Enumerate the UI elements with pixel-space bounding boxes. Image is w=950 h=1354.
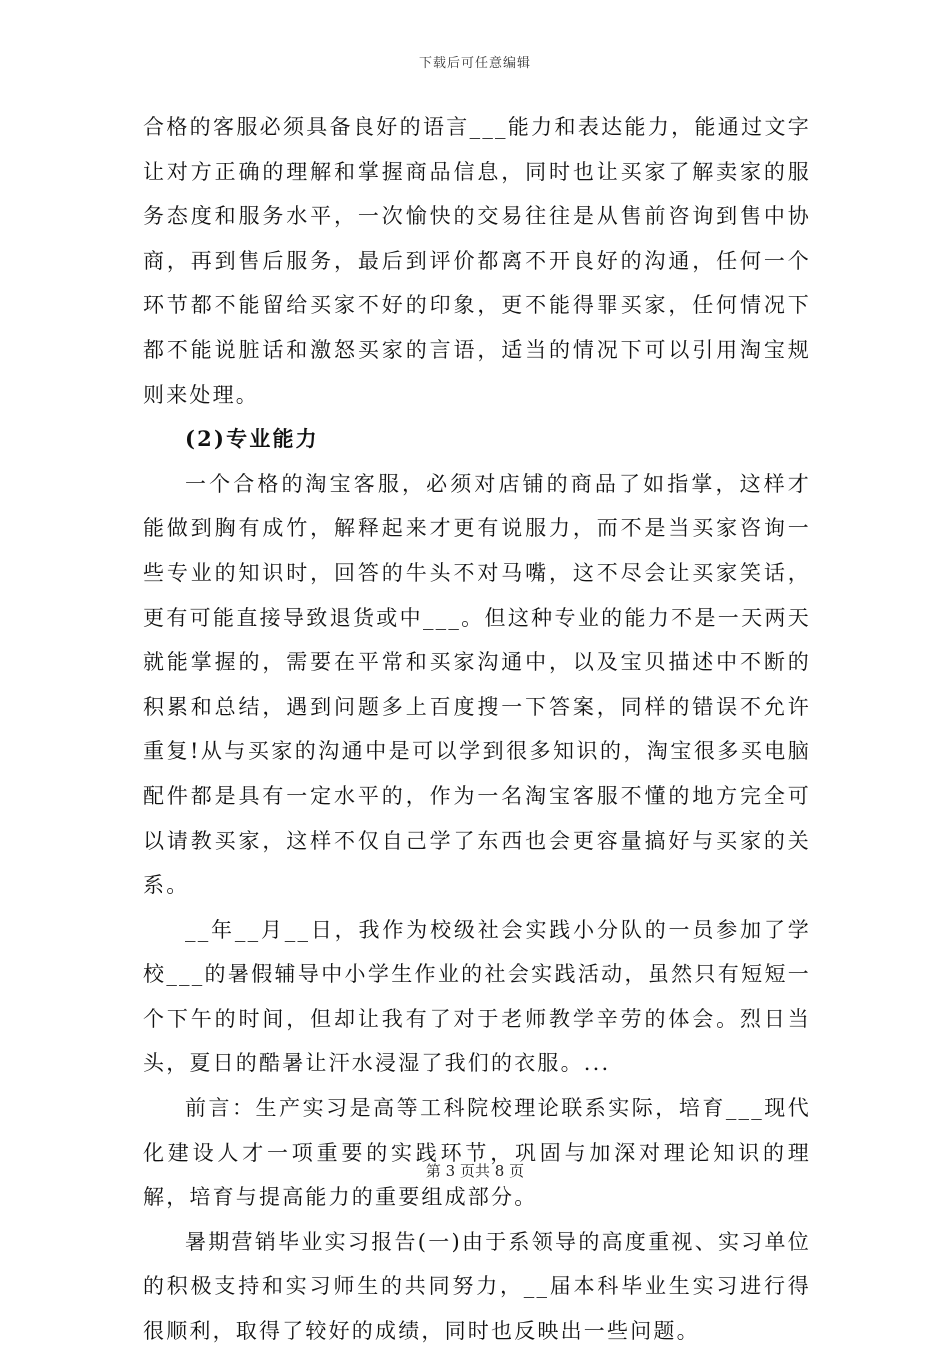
paragraph-2: 一个合格的淘宝客服，必须对店铺的商品了如指掌，这样才能做到胸有成竹，解释起来才更有说服力，而不是当买家咨询一些专业的知识时，回答的牛头不对马嘴，这不尽会让买家笑话，更有可能直接导致退货或中___。但这种专业的能力不是一天两天就能掌握的，需要在平常和买家沟通中，以及宝贝描述中不断的积累和总结，遇到问题多上百度搜一下答案，同样的错误不允许重复!从与买家的沟通中是可以学到很多知识的，淘宝很多买电脑配件都是具有一定水平的，作为一名淘宝客服不懂的地方完全可以请教买家，这样不仅自己学了东西也会更容量搞好与买家的关系。 xyxy=(143,471,811,898)
paragraph-1: 合格的客服必须具备良好的语言___能力和表达能力，能通过文字让对方正确的理解和掌握商品信息，同时也让买家了解卖家的服务态度和服务水平，一次愉快的交易往往是从售前咨询到售中协商，再到售后服务，最后到评价都离不开良好的沟通，任何一个环节都不能留给买家不好的印象，更不能得罪买家，任何情况下都不能说脏话和激怒买家的言语，适当的情况下可以引用淘宝规则来处理。 xyxy=(143,115,811,407)
page-footer: 第 3 页共 8 页 xyxy=(425,1162,525,1180)
section-heading: (2)专业能力 xyxy=(185,426,319,452)
paragraph-3: __年__月__日，我作为校级社会实践小分队的一员参加了学校___的暑假辅导中小学生作业的社会实践活动，虽然只有短短一个下午的时间，但却让我有了对于老师教学辛劳的体会。烈日当头，夏日的酷暑让汗水浸湿了我们的衣服。... xyxy=(143,917,811,1076)
page-header: 下载后可任意编辑 xyxy=(418,56,531,71)
paragraph-4: 前言：生产实习是高等工科院校理论联系实际，培育___现代化建设人才一项重要的实践环节，巩固与加深对理论知识的理解，培育与提高能力的重要组成部分。 xyxy=(143,1096,811,1210)
paragraph-5: 暑期营销毕业实习报告(一)由于系领导的高度重视、实习单位的积极支持和实习师生的共同努力，__届本科毕业生实习进行得很顺利，取得了较好的成绩，同时也反映出一些问题。 xyxy=(143,1229,811,1344)
